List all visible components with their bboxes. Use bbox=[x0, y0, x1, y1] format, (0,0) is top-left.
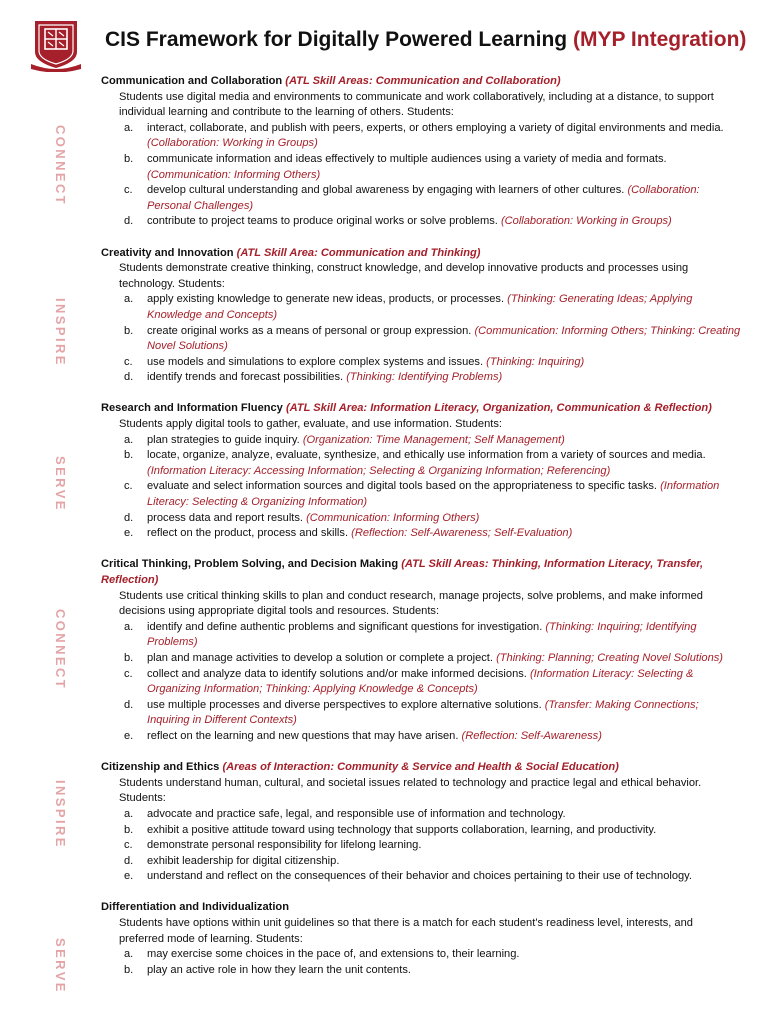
section-research-information-fluency bbox=[101, 401, 741, 541]
section-intro: Students use critical thinking skills to plan and conduct research, manage projects, solve problems, and make informed decisions using appropriate digital tools and resources. Students: bbox=[119, 589, 703, 618]
list-item: a. plan strategies to guide inquiry. (Organization: Time Management; Self Management) bbox=[124, 433, 565, 446]
section-tag: (ATL Skill Areas: Thinking, Information Literacy, Transfer, Reflection) bbox=[101, 558, 704, 586]
framework-content bbox=[101, 74, 741, 994]
list-item: b. plan and manage activities to develop a solution or complete a project. (Thinking: Planning; Creating Novel Solutions) bbox=[124, 651, 723, 664]
section-items bbox=[101, 807, 741, 885]
list-item: d. use multiple processes and diverse perspectives to explore alternative solutions. (Transfer: Making Connections; Inquiring in Different Contexts) bbox=[124, 698, 699, 727]
list-item: b. exhibit a positive attitude toward using technology that supports collaboration, learning, and productivity. bbox=[124, 823, 657, 836]
side-label-inspire-2: INSPIRE bbox=[53, 780, 68, 849]
list-item: b. create original works as a means of personal or group expression. (Communication: Informing Others; Thinking: Creating Novel Solutions) bbox=[124, 324, 741, 353]
section-heading: Communication and Collaboration (ATL Skill Areas: Communication and Collaboration) bbox=[101, 75, 561, 87]
side-label-connect: CONNECT bbox=[53, 125, 68, 207]
section-heading: Differentiation and Individualization bbox=[101, 901, 289, 914]
section-items bbox=[101, 292, 741, 386]
section-citizenship-ethics bbox=[101, 760, 741, 885]
section-items bbox=[101, 121, 741, 230]
section-items bbox=[101, 433, 741, 542]
title-accent: (MYP Integration) bbox=[572, 28, 747, 51]
section-communication-collaboration bbox=[101, 74, 741, 230]
list-item: d. contribute to project teams to produce original works or solve problems. (Collaboration: Working in Groups) bbox=[124, 215, 672, 228]
section-heading: Critical Thinking, Problem Solving, and Decision Making (ATL Skill Areas: Thinking, Information Literacy, Transfer, Reflection) bbox=[101, 558, 704, 586]
list-item: c. demonstrate personal responsibility for lifelong learning. bbox=[124, 839, 422, 852]
section-creativity-innovation bbox=[101, 246, 741, 386]
section-tag: (Areas of Interaction: Community & Service and Health & Social Education) bbox=[222, 761, 619, 774]
list-item: b. locate, organize, analyze, evaluate, synthesize, and ethically use information from a variety of sources and media. (Information Literacy: Accessing Information; Selecting & Organizing Information; Referencing) bbox=[124, 449, 706, 477]
list-item: c. use models and simulations to explore complex systems and issues. (Thinking: Inquiring) bbox=[124, 355, 585, 368]
list-item: a. may exercise some choices in the pace of, and extensions to, their learning. bbox=[124, 948, 520, 961]
section-intro: Students apply digital tools to gather, evaluate, and use information. Students: bbox=[119, 418, 502, 431]
section-intro: Students understand human, cultural, and societal issues related to technology and practice legal and ethical behavior. Students: bbox=[119, 776, 702, 805]
section-heading: Citizenship and Ethics (Areas of Interaction: Community & Service and Health & Social Education) bbox=[101, 761, 619, 774]
section-heading: Creativity and Innovation (ATL Skill Area: Communication and Thinking) bbox=[101, 246, 481, 259]
section-differentiation bbox=[101, 900, 741, 978]
section-tag: (ATL Skill Areas: Communication and Collaboration) bbox=[285, 75, 561, 87]
section-intro: Students demonstrate creative thinking, construct knowledge, and develop innovative products and processes using technology. Students: bbox=[119, 262, 689, 290]
side-label-inspire: INSPIRE bbox=[53, 298, 68, 367]
section-tag: (ATL Skill Area: Information Literacy, Organization, Communication & Reflection) bbox=[285, 402, 712, 415]
list-item: e. reflect on the learning and new questions that may have arisen. (Reflection: Self-Awareness) bbox=[124, 729, 602, 742]
list-item: d. process data and report results. (Communication: Informing Others) bbox=[124, 511, 480, 524]
list-item: a. advocate and practice safe, legal, and responsible use of information and technology. bbox=[124, 807, 566, 820]
list-item: c. develop cultural understanding and global awareness by engaging with learners of other cultures. (Collaboration: Personal Challenges) bbox=[124, 184, 700, 212]
list-item: a. interact, collaborate, and publish with peers, experts, or others employing a variety of digital environments and media. (Collaboration: Working in Groups) bbox=[124, 121, 724, 150]
title-main: CIS Framework for Digitally Powered Learning bbox=[105, 28, 568, 51]
list-item: e. reflect on the product, process and skills. (Reflection: Self-Awareness; Self-Evaluation) bbox=[124, 527, 573, 540]
list-item: b. communicate information and ideas effectively to multiple audiences using a variety of media and formats. (Communication: Informing Others) bbox=[124, 152, 667, 181]
list-item: b. play an active role in how they learn the unit contents. bbox=[124, 963, 411, 976]
section-items bbox=[101, 947, 741, 978]
list-item: a. identify and define authentic problems and significant questions for investigation. (Thinking: Inquiring; Identifying Problems) bbox=[124, 620, 697, 649]
section-tag: (ATL Skill Area: Communication and Thinking) bbox=[236, 246, 481, 259]
list-item: d. identify trends and forecast possibilities. (Thinking: Identifying Problems) bbox=[124, 371, 503, 384]
side-label-serve: SERVE bbox=[53, 456, 68, 512]
list-item: c. evaluate and select information sources and digital tools based on the appropriateness to specific tasks. (Information Literacy: Selecting & Organizing Information) bbox=[124, 480, 720, 509]
list-item: d. exhibit leadership for digital citizenship. bbox=[124, 854, 340, 867]
list-item: e. understand and reflect on the consequences of their behavior and choices pertaining to their use of technology. bbox=[124, 870, 692, 883]
section-heading: Research and Information Fluency (ATL Skill Area: Information Literacy, Organization, Communication & Reflection) bbox=[101, 402, 712, 415]
section-intro: Students use digital media and environments to communicate and work collaboratively, including at a distance, to support individual learning and contribute to the learning of others. Students: bbox=[119, 90, 714, 119]
section-intro: Students have options within unit guidelines so that there is a match for each student’s readiness level, interests, and preferred mode of learning. Students: bbox=[119, 917, 693, 945]
side-label-connect-2: CONNECT bbox=[53, 609, 68, 691]
list-item: c. collect and analyze data to identify solutions and/or make informed decisions. (Information Literacy: Selecting & Organizing Information; Thinking: Applying Knowledge & Concepts) bbox=[124, 667, 694, 696]
side-label-serve-2: SERVE bbox=[53, 938, 68, 994]
list-item: a. apply existing knowledge to generate new ideas, products, or processes. (Thinking: Generating Ideas; Applying Knowledge and Concepts) bbox=[124, 293, 693, 321]
section-items bbox=[101, 620, 741, 745]
section-critical-thinking bbox=[101, 557, 741, 744]
cis-crest-logo-icon bbox=[29, 18, 83, 72]
page-title bbox=[105, 28, 746, 52]
